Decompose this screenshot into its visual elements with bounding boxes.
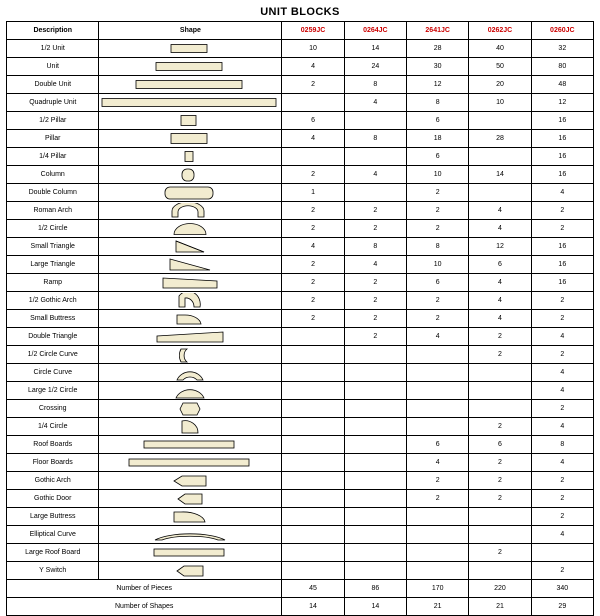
- block-count: [469, 112, 531, 130]
- block-count: [282, 328, 344, 346]
- half-unit-icon: [99, 40, 282, 58]
- block-count: 12: [407, 76, 469, 94]
- block-count: 2: [344, 310, 406, 328]
- table-row: [7, 436, 594, 454]
- block-count: [469, 508, 531, 526]
- block-count: 6: [407, 274, 469, 292]
- double-column-icon: [99, 184, 282, 202]
- block-count: 2: [282, 274, 344, 292]
- half-pillar-icon: [99, 112, 282, 130]
- block-count: 2: [531, 508, 593, 526]
- block-count: 2: [469, 490, 531, 508]
- column-header-2641JC: 2641JC: [407, 22, 469, 40]
- double-unit-icon: [99, 76, 282, 94]
- table-row: [7, 364, 594, 382]
- block-count: 48: [531, 76, 593, 94]
- table-body: [7, 40, 594, 580]
- table-row: [7, 454, 594, 472]
- elliptical-curve-icon: [99, 526, 282, 544]
- block-count: 6: [407, 436, 469, 454]
- footer-total: 14: [344, 598, 406, 616]
- block-count: 4: [469, 310, 531, 328]
- quadruple-unit-icon: [99, 94, 282, 112]
- block-count: 4: [344, 166, 406, 184]
- block-count: 16: [531, 112, 593, 130]
- block-count: [531, 544, 593, 562]
- block-count: 2: [344, 328, 406, 346]
- small-buttress-icon: [99, 310, 282, 328]
- table-row: [7, 112, 594, 130]
- block-count: [282, 148, 344, 166]
- table-row: [7, 58, 594, 76]
- block-count: [344, 526, 406, 544]
- block-count: 4: [282, 238, 344, 256]
- block-description: Pillar: [7, 130, 99, 148]
- table-row: [7, 382, 594, 400]
- block-count: 10: [407, 166, 469, 184]
- block-count: [282, 472, 344, 490]
- table-row: [7, 508, 594, 526]
- half-circle-curve-icon: [99, 346, 282, 364]
- block-count: [344, 112, 406, 130]
- block-count: [344, 544, 406, 562]
- table-row: [7, 472, 594, 490]
- footer-label: Number of Pieces: [7, 580, 282, 598]
- block-description: Quadruple Unit: [7, 94, 99, 112]
- block-count: 8: [531, 436, 593, 454]
- table-row: [7, 94, 594, 112]
- table-header: [7, 22, 594, 40]
- footer-label: Number of Shapes: [7, 598, 282, 616]
- table-row: [7, 220, 594, 238]
- table-row: [7, 148, 594, 166]
- large-buttress-icon: [99, 508, 282, 526]
- block-count: 32: [531, 40, 593, 58]
- table-row: [7, 40, 594, 58]
- roman-arch-icon: [99, 202, 282, 220]
- block-count: [469, 400, 531, 418]
- block-count: 40: [469, 40, 531, 58]
- block-count: [469, 184, 531, 202]
- column-header-0262JC: 0262JC: [469, 22, 531, 40]
- block-count: [407, 346, 469, 364]
- block-count: 8: [407, 238, 469, 256]
- block-count: [344, 436, 406, 454]
- block-count: 6: [407, 148, 469, 166]
- footer-total: 340: [531, 580, 593, 598]
- footer-total: 220: [469, 580, 531, 598]
- column-header-shape: Shape: [99, 22, 282, 40]
- block-description: Roof Boards: [7, 436, 99, 454]
- block-count: 4: [469, 292, 531, 310]
- block-description: 1/2 Circle: [7, 220, 99, 238]
- block-count: 2: [407, 310, 469, 328]
- block-count: [469, 364, 531, 382]
- block-count: 6: [407, 112, 469, 130]
- block-count: [407, 544, 469, 562]
- block-count: [282, 346, 344, 364]
- block-count: 14: [344, 40, 406, 58]
- block-count: 16: [531, 256, 593, 274]
- half-circle-icon: [99, 220, 282, 238]
- block-count: 8: [344, 76, 406, 94]
- block-description: 1/2 Pillar: [7, 112, 99, 130]
- table-row: [7, 202, 594, 220]
- table-row: [7, 292, 594, 310]
- quarter-circle-icon: [99, 418, 282, 436]
- block-count: 4: [469, 202, 531, 220]
- block-count: 2: [469, 544, 531, 562]
- block-description: 1/2 Circle Curve: [7, 346, 99, 364]
- column-header-0260JC: 0260JC: [531, 22, 593, 40]
- block-count: [344, 472, 406, 490]
- block-count: [344, 382, 406, 400]
- block-count: 16: [531, 274, 593, 292]
- block-count: [407, 418, 469, 436]
- gothic-arch-icon: [99, 472, 282, 490]
- double-triangle-icon: [99, 328, 282, 346]
- footer-total: 45: [282, 580, 344, 598]
- block-description: Unit: [7, 58, 99, 76]
- table-footer-row: [7, 598, 594, 616]
- block-count: [469, 382, 531, 400]
- block-count: [407, 562, 469, 580]
- table-row: [7, 166, 594, 184]
- block-count: [282, 94, 344, 112]
- block-description: Elliptical Curve: [7, 526, 99, 544]
- block-count: 2: [469, 454, 531, 472]
- block-count: 4: [469, 274, 531, 292]
- block-count: 24: [344, 58, 406, 76]
- block-description: Large 1/2 Circle: [7, 382, 99, 400]
- block-count: [282, 400, 344, 418]
- block-count: 6: [282, 112, 344, 130]
- table-header-row: [7, 22, 594, 40]
- block-count: 2: [469, 418, 531, 436]
- unit-icon: [99, 58, 282, 76]
- block-count: 2: [407, 292, 469, 310]
- block-count: 20: [469, 76, 531, 94]
- column-header-0259JC: 0259JC: [282, 22, 344, 40]
- block-count: 2: [469, 328, 531, 346]
- block-count: 2: [282, 76, 344, 94]
- footer-total: 21: [469, 598, 531, 616]
- block-count: [282, 562, 344, 580]
- block-count: 2: [469, 346, 531, 364]
- footer-total: 170: [407, 580, 469, 598]
- block-count: [469, 148, 531, 166]
- block-description: Double Column: [7, 184, 99, 202]
- table-row: [7, 238, 594, 256]
- floor-boards-icon: [99, 454, 282, 472]
- crossing-icon: [99, 400, 282, 418]
- table-row: [7, 184, 594, 202]
- table-row: [7, 490, 594, 508]
- block-count: 4: [344, 256, 406, 274]
- block-count: [282, 454, 344, 472]
- column-header-description: Description: [7, 22, 99, 40]
- block-count: 8: [344, 130, 406, 148]
- block-count: 2: [282, 166, 344, 184]
- unit-blocks-table: [6, 21, 594, 616]
- block-count: 80: [531, 58, 593, 76]
- block-count: 2: [531, 400, 593, 418]
- footer-total: 86: [344, 580, 406, 598]
- block-description: 1/4 Circle: [7, 418, 99, 436]
- block-count: [469, 526, 531, 544]
- block-count: [407, 508, 469, 526]
- block-count: 4: [407, 328, 469, 346]
- block-count: [282, 526, 344, 544]
- footer-total: 29: [531, 598, 593, 616]
- block-count: [282, 508, 344, 526]
- block-description: Large Buttress: [7, 508, 99, 526]
- block-count: 12: [531, 94, 593, 112]
- block-count: [282, 436, 344, 454]
- block-description: 1/4 Pillar: [7, 148, 99, 166]
- small-triangle-icon: [99, 238, 282, 256]
- block-count: 4: [469, 220, 531, 238]
- block-count: 2: [282, 310, 344, 328]
- block-count: 4: [344, 94, 406, 112]
- block-count: 10: [407, 256, 469, 274]
- block-count: 16: [531, 166, 593, 184]
- y-switch-icon: [99, 562, 282, 580]
- gothic-door-icon: [99, 490, 282, 508]
- block-count: 6: [469, 436, 531, 454]
- large-triangle-icon: [99, 256, 282, 274]
- block-count: 2: [407, 184, 469, 202]
- column-icon: [99, 166, 282, 184]
- block-count: [344, 346, 406, 364]
- block-count: 8: [407, 94, 469, 112]
- block-count: 2: [344, 292, 406, 310]
- block-count: 4: [407, 454, 469, 472]
- quarter-pillar-icon: [99, 148, 282, 166]
- block-count: [344, 454, 406, 472]
- half-gothic-arch-icon: [99, 292, 282, 310]
- block-count: 2: [407, 202, 469, 220]
- block-count: [282, 382, 344, 400]
- block-count: 2: [282, 220, 344, 238]
- block-description: Column: [7, 166, 99, 184]
- block-count: 2: [282, 202, 344, 220]
- block-count: 16: [531, 130, 593, 148]
- block-count: [344, 562, 406, 580]
- block-count: 2: [407, 472, 469, 490]
- footer-total: 14: [282, 598, 344, 616]
- block-count: 2: [344, 220, 406, 238]
- block-count: [407, 364, 469, 382]
- block-count: 2: [531, 562, 593, 580]
- block-count: 28: [407, 40, 469, 58]
- block-count: 2: [531, 220, 593, 238]
- block-count: [282, 418, 344, 436]
- table-row: [7, 526, 594, 544]
- block-description: Gothic Arch: [7, 472, 99, 490]
- block-description: Floor Boards: [7, 454, 99, 472]
- block-description: Gothic Door: [7, 490, 99, 508]
- block-count: 4: [531, 184, 593, 202]
- block-count: 2: [344, 274, 406, 292]
- block-description: 1/2 Unit: [7, 40, 99, 58]
- block-count: 2: [282, 292, 344, 310]
- block-count: [344, 148, 406, 166]
- block-count: [344, 490, 406, 508]
- table-row: [7, 544, 594, 562]
- large-half-circle-icon: [99, 382, 282, 400]
- block-description: Circle Curve: [7, 364, 99, 382]
- block-count: 2: [531, 310, 593, 328]
- table-row: [7, 400, 594, 418]
- block-count: [282, 544, 344, 562]
- block-count: [344, 400, 406, 418]
- block-count: 2: [531, 292, 593, 310]
- block-count: 2: [531, 472, 593, 490]
- block-count: 2: [407, 490, 469, 508]
- block-count: 8: [344, 238, 406, 256]
- table-row: [7, 562, 594, 580]
- table-row: [7, 418, 594, 436]
- block-count: [344, 364, 406, 382]
- block-count: [407, 382, 469, 400]
- block-count: 2: [531, 346, 593, 364]
- block-description: Crossing: [7, 400, 99, 418]
- block-count: 4: [531, 418, 593, 436]
- roof-boards-icon: [99, 436, 282, 454]
- block-count: 10: [469, 94, 531, 112]
- block-description: Small Triangle: [7, 238, 99, 256]
- block-count: 14: [469, 166, 531, 184]
- block-count: [344, 184, 406, 202]
- table-row: [7, 274, 594, 292]
- block-description: Roman Arch: [7, 202, 99, 220]
- block-count: [282, 490, 344, 508]
- block-count: 4: [282, 58, 344, 76]
- block-count: 6: [469, 256, 531, 274]
- block-description: 1/2 Gothic Arch: [7, 292, 99, 310]
- block-count: [282, 364, 344, 382]
- block-count: 2: [469, 472, 531, 490]
- block-description: Double Triangle: [7, 328, 99, 346]
- block-count: 4: [531, 454, 593, 472]
- block-description: Ramp: [7, 274, 99, 292]
- page-title: UNIT BLOCKS: [260, 6, 340, 18]
- pillar-icon: [99, 130, 282, 148]
- large-roof-board-icon: [99, 544, 282, 562]
- block-count: 4: [282, 130, 344, 148]
- block-count: 18: [407, 130, 469, 148]
- block-count: [407, 526, 469, 544]
- table-row: [7, 346, 594, 364]
- block-count: 4: [531, 364, 593, 382]
- block-count: 2: [282, 256, 344, 274]
- block-count: 2: [344, 202, 406, 220]
- block-count: 16: [531, 148, 593, 166]
- block-count: 10: [282, 40, 344, 58]
- block-count: [344, 418, 406, 436]
- table-footer-row: [7, 580, 594, 598]
- block-count: [407, 400, 469, 418]
- footer-total: 21: [407, 598, 469, 616]
- table-row: [7, 76, 594, 94]
- circle-curve-icon: [99, 364, 282, 382]
- block-count: 2: [531, 202, 593, 220]
- block-count: 2: [531, 490, 593, 508]
- table-row: [7, 256, 594, 274]
- table-footer: [7, 580, 594, 616]
- block-count: 4: [531, 328, 593, 346]
- block-count: 12: [469, 238, 531, 256]
- block-description: Small Buttress: [7, 310, 99, 328]
- table-row: [7, 310, 594, 328]
- ramp-icon: [99, 274, 282, 292]
- column-header-0264JC: 0264JC: [344, 22, 406, 40]
- block-description: Large Triangle: [7, 256, 99, 274]
- block-count: [344, 508, 406, 526]
- block-count: 28: [469, 130, 531, 148]
- block-count: 1: [282, 184, 344, 202]
- block-description: Y Switch: [7, 562, 99, 580]
- block-description: Large Roof Board: [7, 544, 99, 562]
- block-count: 30: [407, 58, 469, 76]
- block-count: 4: [531, 382, 593, 400]
- block-count: 50: [469, 58, 531, 76]
- block-count: 16: [531, 238, 593, 256]
- table-row: [7, 130, 594, 148]
- table-row: [7, 328, 594, 346]
- block-count: 2: [407, 220, 469, 238]
- block-count: 4: [531, 526, 593, 544]
- block-count: [469, 562, 531, 580]
- block-description: Double Unit: [7, 76, 99, 94]
